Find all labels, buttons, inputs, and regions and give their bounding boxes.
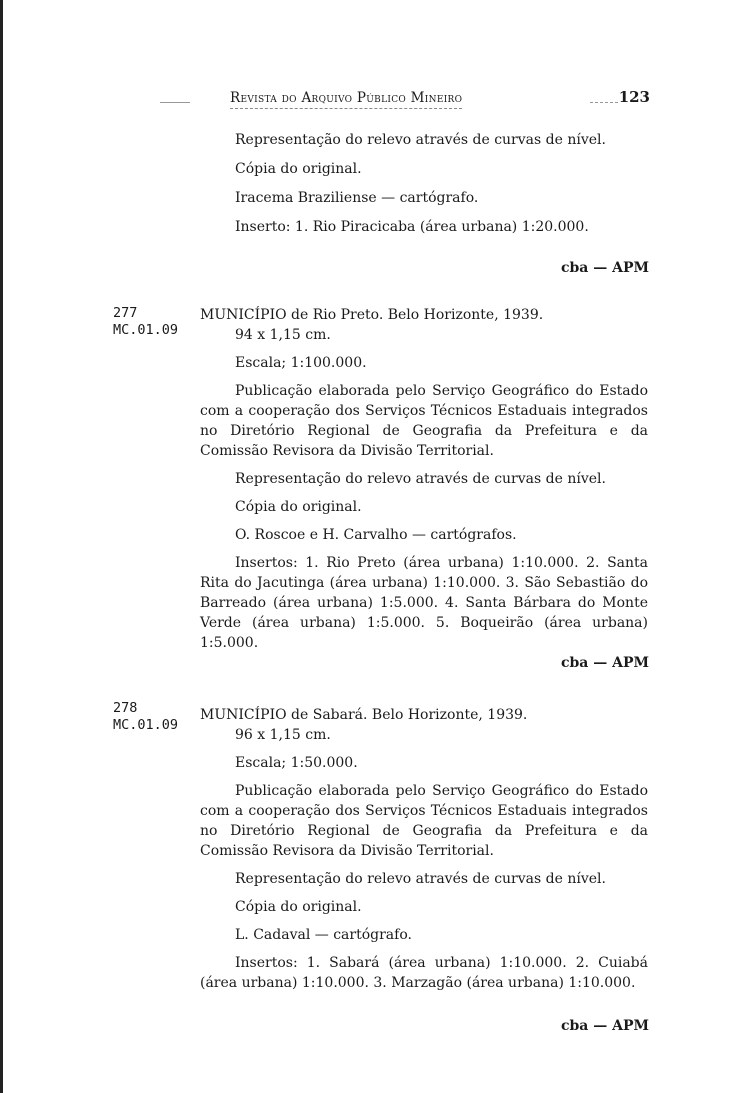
entry-copy: Cópia do original.: [235, 499, 362, 515]
entry-size: 94 x 1,15 cm.: [235, 327, 331, 343]
entry-inserts: Insertos: 1. Sabará (área urbana) 1:10.000. 2. Cuiabá (área urbana) 1:10.000. 3. Marzagão (área urbana) 1:10.000.: [200, 955, 648, 991]
entry-scale: Escala; 1:50.000.: [235, 755, 358, 771]
entry-publication: Publicação elaborada pelo Serviço Geográfico do Estado com a cooperação dos Serviços Técnicos Estaduais integrados no Diretório Regional de Geografia da Prefeitura e da Comissão Revisora da Divisão Territorial.: [200, 383, 648, 459]
entry-title: MUNICÍPIO de Rio Preto. Belo Horizonte, 1939.: [200, 307, 544, 323]
entry-number: 278: [113, 700, 138, 716]
entry-277-number-block: [113, 305, 178, 339]
header-rule-right: [590, 102, 618, 103]
prev-inserts: Inserto: 1. Rio Piracicaba (área urbana) 1:20.000.: [235, 219, 589, 235]
prev-signature: cba — APM: [560, 260, 649, 276]
entry-relief: Representação do relevo através de curvas de nível.: [235, 871, 606, 887]
page-number: 123: [618, 88, 650, 106]
entry-relief: Representação do relevo através de curvas de nível.: [235, 471, 606, 487]
entry-278: [200, 705, 648, 993]
entry-277-signature: cba — APM: [560, 655, 649, 671]
entry-cartographer: O. Roscoe e H. Carvalho — cartógrafos.: [235, 527, 517, 543]
header-rule-left: [160, 102, 190, 103]
entry-scale: Escala; 1:100.000.: [235, 355, 367, 371]
prev-relief: Representação do relevo através de curvas de nível.: [235, 132, 606, 148]
entry-code: MC.01.09: [113, 322, 179, 338]
entry-code: MC.01.09: [113, 717, 179, 733]
page-edge: [0, 0, 3, 1093]
entry-publication: Publicação elaborada pelo Serviço Geográfico do Estado com a cooperação dos Serviços Técnicos Estaduais integrados no Diretório Regional de Geografia da Prefeitura e da Comissão Revisora da Divisão Territorial.: [200, 783, 648, 859]
entry-number: 277: [113, 305, 138, 321]
entry-copy: Cópia do original.: [235, 899, 362, 915]
entry-title: MUNICÍPIO de Sabará. Belo Horizonte, 1939.: [200, 707, 528, 723]
prev-entry: [200, 130, 648, 237]
entry-278-number-block: [113, 700, 178, 734]
entry-277: [200, 305, 648, 653]
journal-title: Revista do Arquivo Público Mineiro: [230, 90, 462, 109]
entry-cartographer: L. Cadaval — cartógrafo.: [235, 927, 412, 943]
prev-copy: Cópia do original.: [235, 161, 362, 177]
entry-inserts: Insertos: 1. Rio Preto (área urbana) 1:10.000. 2. Santa Rita do Jacutinga (área urbana) 1:10.000. 3. São Sebastião do Barreado (área urbana) 1:5.000. 4. Santa Bárbara do Monte Verde (área urbana) 1:5.000. 5. Boqueirão (área urbana) 1:5.000.: [200, 555, 648, 651]
entry-size: 96 x 1,15 cm.: [235, 727, 331, 743]
entry-278-signature: cba — APM: [560, 1018, 649, 1034]
running-header: [160, 88, 650, 112]
prev-cartographer: Iracema Braziliense — cartógrafo.: [235, 190, 479, 206]
